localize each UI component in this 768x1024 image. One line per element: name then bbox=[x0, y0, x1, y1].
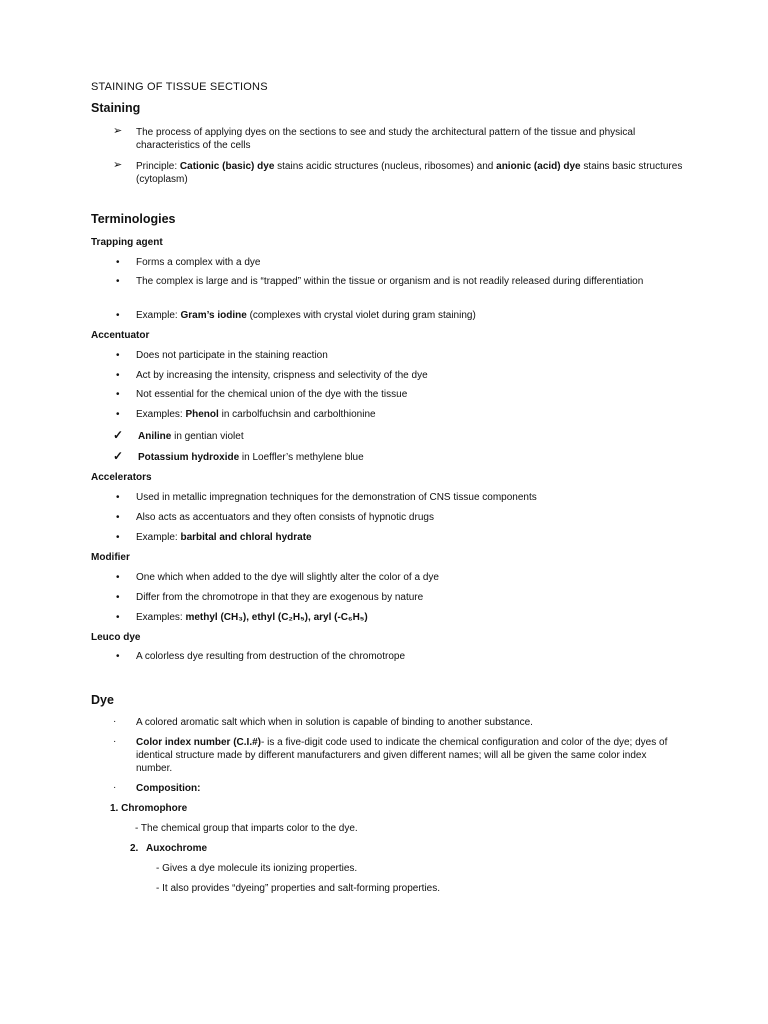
subheading-accelerators: Accelerators bbox=[91, 472, 152, 483]
bullet-icon: • bbox=[116, 276, 120, 287]
list-item bbox=[138, 430, 688, 443]
text-run: (complexes with crystal violet during gram staining) bbox=[246, 310, 476, 321]
staining-definition: The process of applying dyes on the sections to see and study the architectural pattern of the tissue and physical characteristics of the cells bbox=[136, 127, 636, 151]
document-title: STAINING OF TISSUE SECTIONS bbox=[91, 81, 268, 93]
bullet-icon: • bbox=[116, 310, 120, 321]
bullet-icon: • bbox=[116, 651, 120, 662]
auxochrome-description: - Gives a dye molecule its ionizing properties. bbox=[156, 863, 358, 874]
text-run: stains acidic structures (nucleus, ribosomes) and bbox=[274, 161, 497, 172]
text-run: Principle: bbox=[136, 161, 180, 172]
dot-bullet-icon: · bbox=[113, 782, 117, 793]
bullet-icon: • bbox=[116, 257, 120, 268]
list-item: Also acts as accentuators and they often consists of hypnotic drugs bbox=[136, 512, 434, 523]
list-item: Used in metallic impregnation techniques for the demonstration of CNS tissue components bbox=[136, 492, 537, 503]
list-item bbox=[136, 309, 686, 322]
auxochrome-description: - It also provides “dyeing” properties and salt-forming properties. bbox=[156, 883, 441, 894]
bullet-icon: • bbox=[116, 592, 120, 603]
list-item bbox=[136, 531, 686, 544]
subheading-leuco-dye: Leuco dye bbox=[91, 632, 141, 643]
list-item bbox=[138, 451, 688, 464]
list-item: Does not participate in the staining reaction bbox=[136, 350, 328, 361]
bullet-icon: • bbox=[116, 512, 120, 523]
list-item bbox=[136, 611, 686, 624]
bullet-icon: • bbox=[116, 572, 120, 583]
list-item: Act by increasing the intensity, crispness and selectivity of the dye bbox=[136, 370, 428, 381]
section-heading-dye: Dye bbox=[91, 693, 114, 707]
bold-term: barbital and chloral hydrate bbox=[180, 532, 312, 543]
list-item: A colorless dye resulting from destruction of the chromotrope bbox=[136, 651, 406, 662]
bullet-icon: • bbox=[116, 532, 120, 543]
list-item: Differ from the chromotrope in that they are exogenous by nature bbox=[136, 592, 424, 603]
list-item: Forms a complex with a dye bbox=[136, 257, 261, 268]
section-heading-terminologies: Terminologies bbox=[91, 212, 176, 226]
text-run: - is a five-digit code used to indicate the chemical configuration and color of the dye; dyes of identical structure made by different manufacturers and given different names; will all be given the same color index number. bbox=[136, 737, 668, 774]
text-run: in Loeffler’s methylene blue bbox=[239, 452, 364, 463]
arrow-bullet-icon: ➢ bbox=[113, 159, 123, 171]
chromophore-description: - The chemical group that imparts color to the dye. bbox=[135, 823, 358, 834]
dot-bullet-icon: · bbox=[113, 716, 117, 727]
arrow-bullet-icon: ➢ bbox=[113, 125, 123, 137]
list-number: 2. bbox=[130, 843, 139, 854]
bold-term: methyl (CH₃), ethyl (C₂H₅), aryl (-C₆H₅) bbox=[185, 612, 368, 623]
subheading-trapping-agent: Trapping agent bbox=[91, 237, 163, 248]
list-item: A colored aromatic salt which when in solution is capable of binding to another substance. bbox=[136, 717, 533, 728]
bullet-icon: • bbox=[116, 492, 120, 503]
staining-principle bbox=[136, 160, 686, 186]
list-item: The complex is large and is “trapped” within the tissue or organism and is not readily released during differentiation bbox=[136, 276, 644, 287]
subheading-modifier: Modifier bbox=[91, 552, 130, 563]
dot-bullet-icon: · bbox=[113, 736, 117, 747]
bullet-icon: • bbox=[116, 612, 120, 623]
list-item: One which when added to the dye will slightly alter the color of a dye bbox=[136, 572, 439, 583]
bullet-icon: • bbox=[116, 370, 120, 381]
bold-term: Aniline bbox=[138, 431, 172, 442]
text-run: Example: bbox=[136, 310, 181, 321]
checkmark-icon: ✓ bbox=[113, 449, 124, 463]
bold-term: Color index number (C.I.#) bbox=[136, 737, 262, 748]
list-item: Not essential for the chemical union of the dye with the tissue bbox=[136, 389, 408, 400]
text-run: stains basic structures (cytoplasm) bbox=[136, 161, 683, 185]
text-run: in carbolfuchsin and carbolthionine bbox=[218, 409, 376, 420]
bold-term: Phenol bbox=[185, 409, 219, 420]
text-run: Examples: bbox=[136, 409, 186, 420]
text-run: Example: bbox=[136, 532, 181, 543]
bold-term: Cationic (basic) dye bbox=[179, 161, 275, 172]
bold-term: Potassium hydroxide bbox=[138, 452, 240, 463]
subheading-accentuator: Accentuator bbox=[91, 330, 150, 341]
composition-label: Composition: bbox=[136, 783, 201, 794]
text-run: in gentian violet bbox=[171, 431, 244, 442]
list-item bbox=[136, 408, 686, 421]
text-run: Examples: bbox=[136, 612, 186, 623]
bullet-icon: • bbox=[116, 389, 120, 400]
bold-term: anionic (acid) dye bbox=[496, 161, 581, 172]
numbered-item-chromophore: 1. Chromophore bbox=[110, 803, 188, 814]
numbered-item-auxochrome: Auxochrome bbox=[146, 843, 208, 854]
bullet-icon: • bbox=[116, 409, 120, 420]
list-item bbox=[136, 736, 681, 775]
checkmark-icon: ✓ bbox=[113, 428, 124, 442]
bullet-icon: • bbox=[116, 350, 120, 361]
section-heading-staining: Staining bbox=[91, 101, 141, 115]
bold-term: Gram’s iodine bbox=[180, 310, 247, 321]
